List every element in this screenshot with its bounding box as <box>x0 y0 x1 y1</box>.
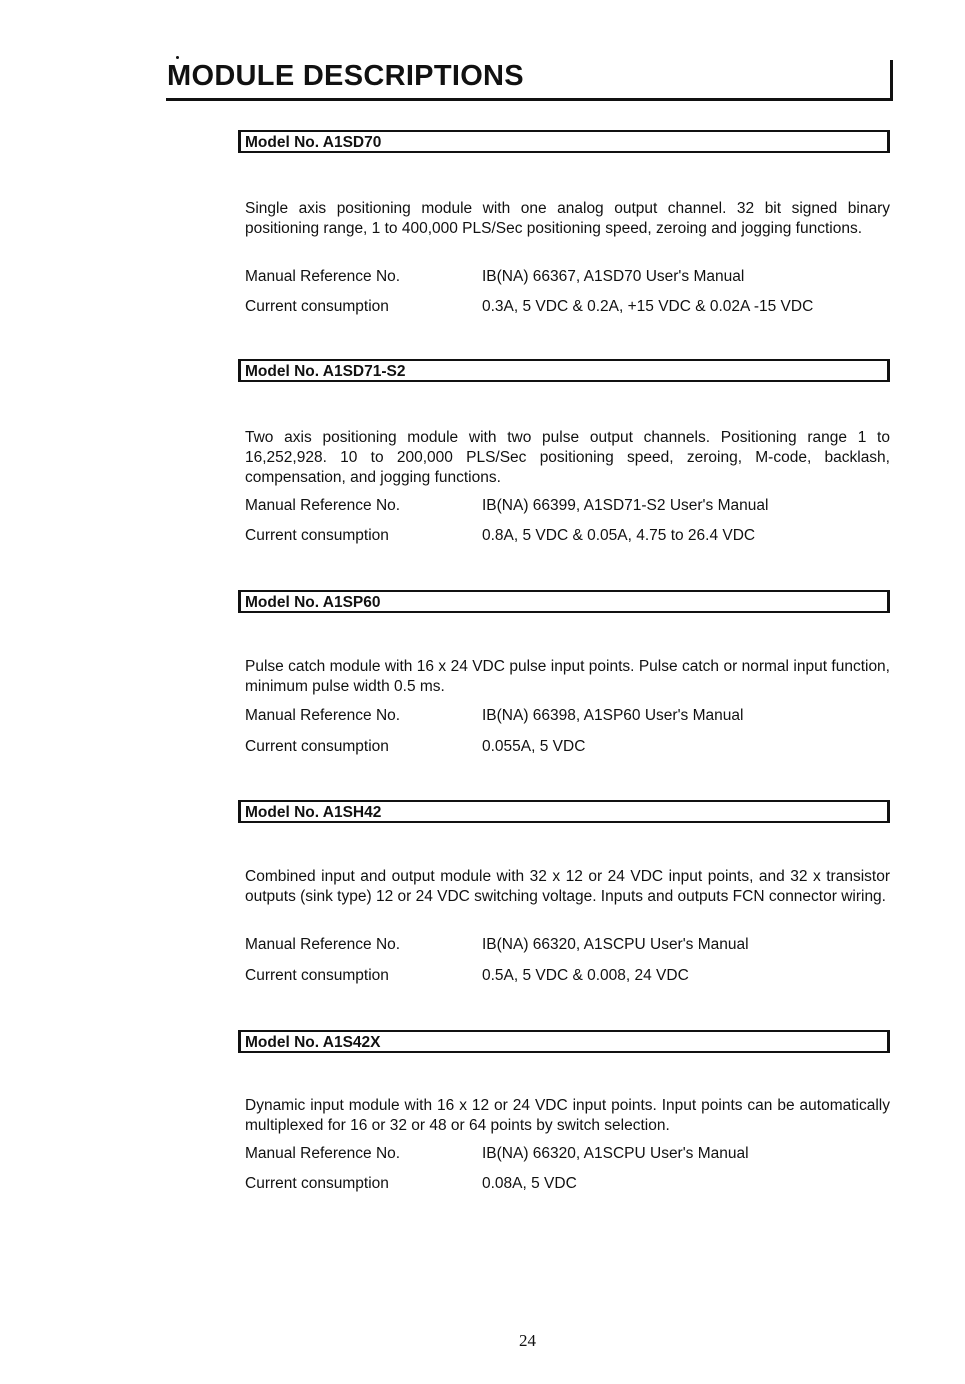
model-number: Model No. A1SD71-S2 <box>245 363 406 380</box>
manual-reference-label: Manual Reference No. <box>245 268 401 285</box>
current-consumption-value: 0.055A, 5 VDC <box>482 738 586 755</box>
module-description: Pulse catch module with 16 x 24 VDC pulse input points. Pulse catch or normal input function, minimum pulse width 0.5 ms. <box>245 658 890 695</box>
module-description: Single axis positioning module with one analog output channel. 32 bit signed binary positioning range, 1 to 400,000 PLS/Sec positioning speed, zeroing and jogging functions. <box>245 200 890 237</box>
model-number: Model No. A1SP60 <box>245 594 381 611</box>
manual-reference-label: Manual Reference No. <box>245 707 401 724</box>
current-consumption-label: Current consumption <box>245 967 389 984</box>
title-underline <box>166 98 893 101</box>
model-box-a1sd71-s2 <box>238 359 890 382</box>
current-consumption-value: 0.3A, 5 VDC & 0.2A, +15 VDC & 0.02A -15 VDC <box>482 298 814 315</box>
manual-reference-value: IB(NA) 66367, A1SD70 User's Manual <box>482 268 745 285</box>
model-box-a1sd70 <box>238 130 890 153</box>
manual-reference-label: Manual Reference No. <box>245 936 401 953</box>
title-dot <box>176 56 179 59</box>
manual-reference-label: Manual Reference No. <box>245 1145 401 1162</box>
manual-reference-label: Manual Reference No. <box>245 497 401 514</box>
module-description: Two axis positioning module with two pulse output channels. Positioning range 1 to 16,252,928. 10 to 200,000 PLS/Sec positioning speed, zeroing, M-code, backlash, compensation, and jogging functions. <box>245 429 890 486</box>
current-consumption-label: Current consumption <box>245 527 389 544</box>
current-consumption-label: Current consumption <box>245 298 389 315</box>
model-number: Model No. A1SD70 <box>245 134 382 151</box>
current-consumption-value: 0.8A, 5 VDC & 0.05A, 4.75 to 26.4 VDC <box>482 527 756 544</box>
manual-reference-value: IB(NA) 66320, A1SCPU User's Manual <box>482 936 749 953</box>
title-end-bar <box>890 60 893 101</box>
current-consumption-label: Current consumption <box>245 738 389 755</box>
current-consumption-value: 0.5A, 5 VDC & 0.008, 24 VDC <box>482 967 689 984</box>
page-number: 24 <box>519 1331 536 1350</box>
module-description: Dynamic input module with 16 x 12 or 24 VDC input points. Input points can be automatically multiplexed for 16 or 32 or 48 or 64 points by switch selection. <box>245 1097 890 1134</box>
manual-reference-value: IB(NA) 66320, A1SCPU User's Manual <box>482 1145 749 1162</box>
current-consumption-value: 0.08A, 5 VDC <box>482 1175 577 1192</box>
manual-reference-value: IB(NA) 66398, A1SP60 User's Manual <box>482 707 744 724</box>
model-number: Model No. A1SH42 <box>245 804 382 821</box>
model-number: Model No. A1S42X <box>245 1034 381 1051</box>
model-box-a1sp60 <box>238 590 890 613</box>
page-title: MODULE DESCRIPTIONS <box>167 60 524 92</box>
model-box-a1s42x <box>238 1030 890 1053</box>
module-description: Combined input and output module with 32 x 12 or 24 VDC input points, and 32 x transistor outputs (sink type) 12 or 24 VDC switching voltage. Inputs and outputs FCN connector wiring. <box>245 868 890 905</box>
model-box-a1sh42 <box>238 800 890 823</box>
current-consumption-label: Current consumption <box>245 1175 389 1192</box>
manual-reference-value: IB(NA) 66399, A1SD71-S2 User's Manual <box>482 497 769 514</box>
